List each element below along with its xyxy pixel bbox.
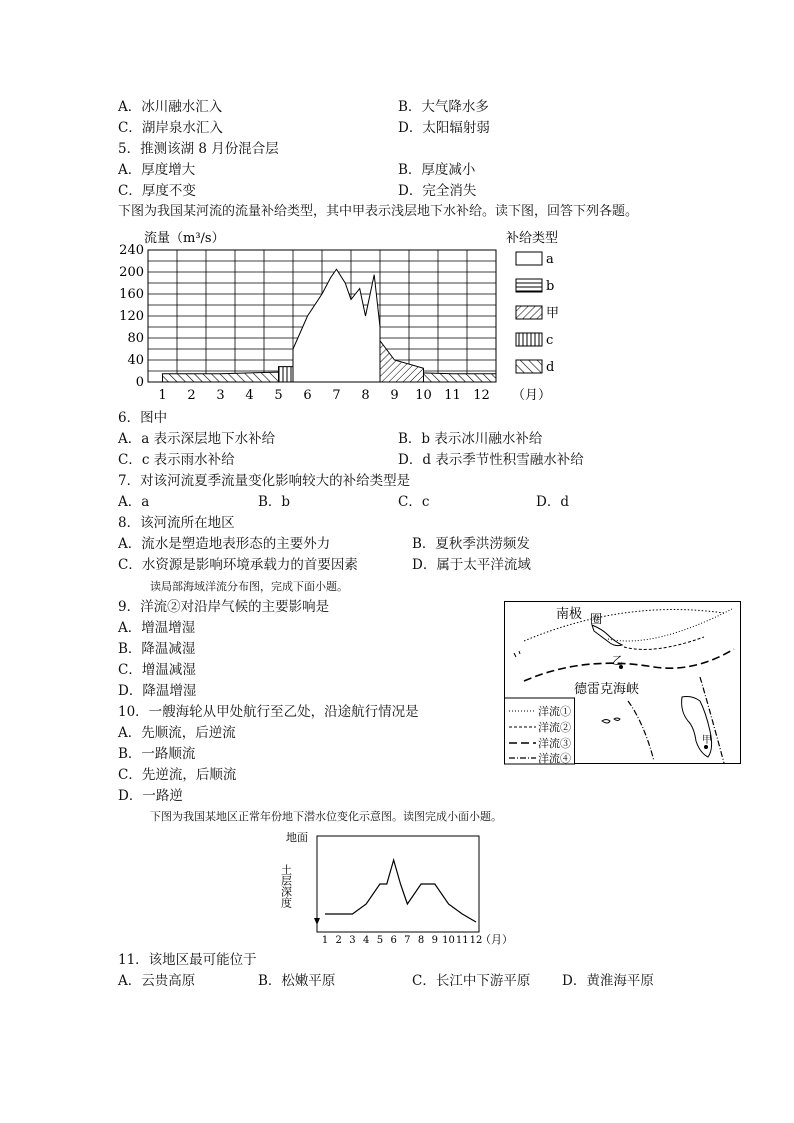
- q8-option-d: D．属于太平洋流域: [412, 557, 531, 573]
- chart1-xtick-label: 3: [216, 388, 225, 403]
- chart1-xtick-label: 11: [444, 388, 461, 403]
- chart2-xtick-label: 9: [431, 935, 439, 946]
- chart1-ytick-label: 200: [119, 265, 144, 280]
- q6-stem: 6．图中: [118, 410, 168, 426]
- legend-current-4: 洋流④: [538, 752, 571, 765]
- legend-current-3: 洋流③: [538, 737, 571, 750]
- chart2-frame: [317, 836, 479, 932]
- q6-option-b: B．b 表示冰川融水补给: [398, 431, 543, 447]
- q6-option-c: C．c 表示雨水补给: [118, 452, 235, 468]
- chart1-xtick-label: 6: [303, 388, 312, 403]
- chart2-xtick-label: 2: [335, 935, 342, 946]
- q6-option-a: A．a 表示深层地下水补给: [118, 431, 276, 447]
- q4-option-a: A．冰川融水汇入: [118, 99, 223, 115]
- chart2-xtick-label: 1: [321, 935, 329, 946]
- intro-ocean-map: 读局部海域洋流分布图，完成下面小题。: [150, 580, 348, 593]
- chart1-yticks: [119, 243, 144, 390]
- q9-option-b: B．降温减湿: [118, 641, 196, 657]
- chart1-xlabel: （月）: [512, 388, 552, 403]
- q7-option-c: C．c: [398, 494, 430, 510]
- q10-option-b: B．一路顺流: [118, 746, 196, 762]
- ocean-current-map: [504, 601, 742, 765]
- q7-option-d: D．d: [536, 494, 569, 510]
- chart1-ytick-label: 0: [135, 375, 144, 390]
- q9-option-a: A．增温增湿: [118, 620, 196, 636]
- chart1-areas: [163, 269, 497, 382]
- chart1-ytick-label: 240: [119, 243, 144, 258]
- chart2-ylabel: 土层深度: [280, 864, 293, 908]
- chart1-xticks: [158, 388, 489, 403]
- legend-current-1: 洋流①: [538, 705, 571, 718]
- chart1-ylabel: 流量（m³/s）: [144, 231, 225, 246]
- chart2-ground-label: 地面: [286, 831, 308, 844]
- q11-option-d: D．黄淮海平原: [562, 973, 654, 989]
- q9-stem: 9．洋流②对沿岸气候的主要影响是: [118, 599, 330, 615]
- chart1-ytick-label: 120: [119, 309, 144, 324]
- q8-stem: 8．该河流所在地区: [118, 515, 235, 531]
- q4-option-d: D．太阳辐射弱: [398, 120, 490, 136]
- q8-option-b: B．夏秋季洪涝频发: [412, 536, 530, 552]
- chart1-xtick-label: 10: [415, 388, 432, 403]
- q11-option-c: C．长江中下游平原: [412, 973, 531, 989]
- chart2-xticks: [322, 935, 483, 946]
- groundwater-chart: [280, 826, 530, 948]
- chart1-series-甲: [380, 341, 424, 382]
- q11-option-a: A．云贵高原: [118, 973, 196, 989]
- chart2-xtick-label: 10: [442, 935, 455, 946]
- chart1-ytick-label: 80: [127, 331, 144, 346]
- chart1-legend: [516, 252, 559, 375]
- q5-option-c: C．厚度不变: [118, 183, 196, 199]
- chart1-legend-label: b: [546, 279, 555, 294]
- chart2-xtick-label: 4: [362, 935, 370, 946]
- chart2-xtick-label: 11: [455, 935, 469, 946]
- label-circle: 圈: [590, 612, 603, 626]
- chart1-ytick-label: 160: [119, 287, 144, 302]
- q8-option-a: A．流水是塑造地表形态的主要外力: [118, 536, 331, 552]
- chart2-xtick-label: 12: [469, 935, 483, 946]
- q9-option-c: C．增温减湿: [118, 662, 196, 678]
- q9-option-d: D．降温增湿: [118, 683, 197, 699]
- q8-option-c: C．水资源是影响环境承载力的首要因素: [118, 557, 358, 573]
- q4-option-b: B．大气降水多: [398, 99, 489, 115]
- intro-groundwater-chart: 下图为我国某地区正常年份地下潜水位变化示意图。读图完成小面小题。: [150, 810, 502, 823]
- label-drake-strait: 德雷克海峡: [574, 682, 640, 697]
- river-flow-chart: [110, 222, 600, 408]
- chart2-xlabel: （月）: [480, 933, 513, 946]
- q10-stem: 10．一艘海轮从甲处航行至乙处，沿途航行情况是: [118, 704, 419, 720]
- chart1-legend-swatch: [516, 360, 542, 373]
- chart1-xtick-label: 12: [473, 388, 490, 403]
- intro-river-chart: 下图为我国某河流的流量补给类型，其中甲表示浅层地下水补给。读下图，回答下列各题。: [118, 204, 639, 219]
- chart1-ytick-label: 40: [127, 353, 144, 368]
- q5-option-d: D．完全消失: [398, 183, 477, 199]
- q10-option-c: C．先逆流，后顺流: [118, 767, 237, 783]
- chart1-legend-title: 补给类型: [506, 231, 559, 246]
- chart2-xtick-label: 8: [417, 935, 425, 946]
- chart2-xtick-label: 5: [376, 935, 384, 946]
- chart1-xtick-label: 8: [361, 388, 370, 403]
- chart1-legend-swatch: [516, 252, 542, 265]
- legend-current-2: 洋流②: [538, 721, 571, 734]
- q4-option-c: C．湖岸泉水汇入: [118, 120, 223, 136]
- chart1-legend-label: c: [546, 333, 554, 348]
- q11-option-b: B．松嫩平原: [258, 973, 336, 989]
- q11-stem: 11．该地区最可能位于: [118, 952, 257, 968]
- q7-stem: 7．对该河流夏季流量变化影响较大的补给类型是: [118, 473, 411, 489]
- q5-option-b: B．厚度减小: [398, 162, 476, 178]
- chart2-xtick-label: 7: [404, 935, 411, 946]
- chart2-xtick-label: 6: [390, 935, 397, 946]
- chart1-series-a: [293, 269, 380, 382]
- q10-option-a: A．先顺流，后逆流: [118, 725, 236, 741]
- chart1-legend-label: d: [546, 360, 555, 375]
- chart2-water-level-line: [325, 860, 476, 922]
- q7-option-b: B．b: [258, 494, 291, 510]
- label-yi: 乙: [612, 654, 623, 667]
- q6-option-d: D．d 表示季节性积雪融水补给: [398, 452, 584, 468]
- chart1-xtick-label: 7: [332, 388, 341, 403]
- chart1-legend-swatch: [516, 279, 542, 292]
- chart1-legend-label: a: [546, 252, 554, 267]
- q5-option-a: A．厚度增大: [118, 162, 196, 178]
- chart1-legend-swatch: [516, 306, 542, 319]
- chart1-xtick-label: 1: [158, 388, 167, 403]
- q10-option-d: D．一路逆: [118, 788, 183, 804]
- q7-option-a: A．a: [118, 494, 150, 510]
- label-antarctic: 南极: [556, 607, 583, 622]
- chart1-xtick-label: 2: [187, 388, 196, 403]
- chart2-xtick-label: 3: [349, 935, 356, 946]
- q5-stem: 5．推测该湖 8 月份混合层: [118, 141, 279, 157]
- chart1-xtick-label: 4: [245, 388, 254, 403]
- chart1-xtick-label: 5: [274, 388, 283, 403]
- chart1-xtick-label: 9: [390, 388, 399, 403]
- chart1-legend-label: 甲: [546, 306, 560, 321]
- label-jia: 甲: [702, 735, 712, 746]
- chart1-legend-swatch: [516, 333, 542, 346]
